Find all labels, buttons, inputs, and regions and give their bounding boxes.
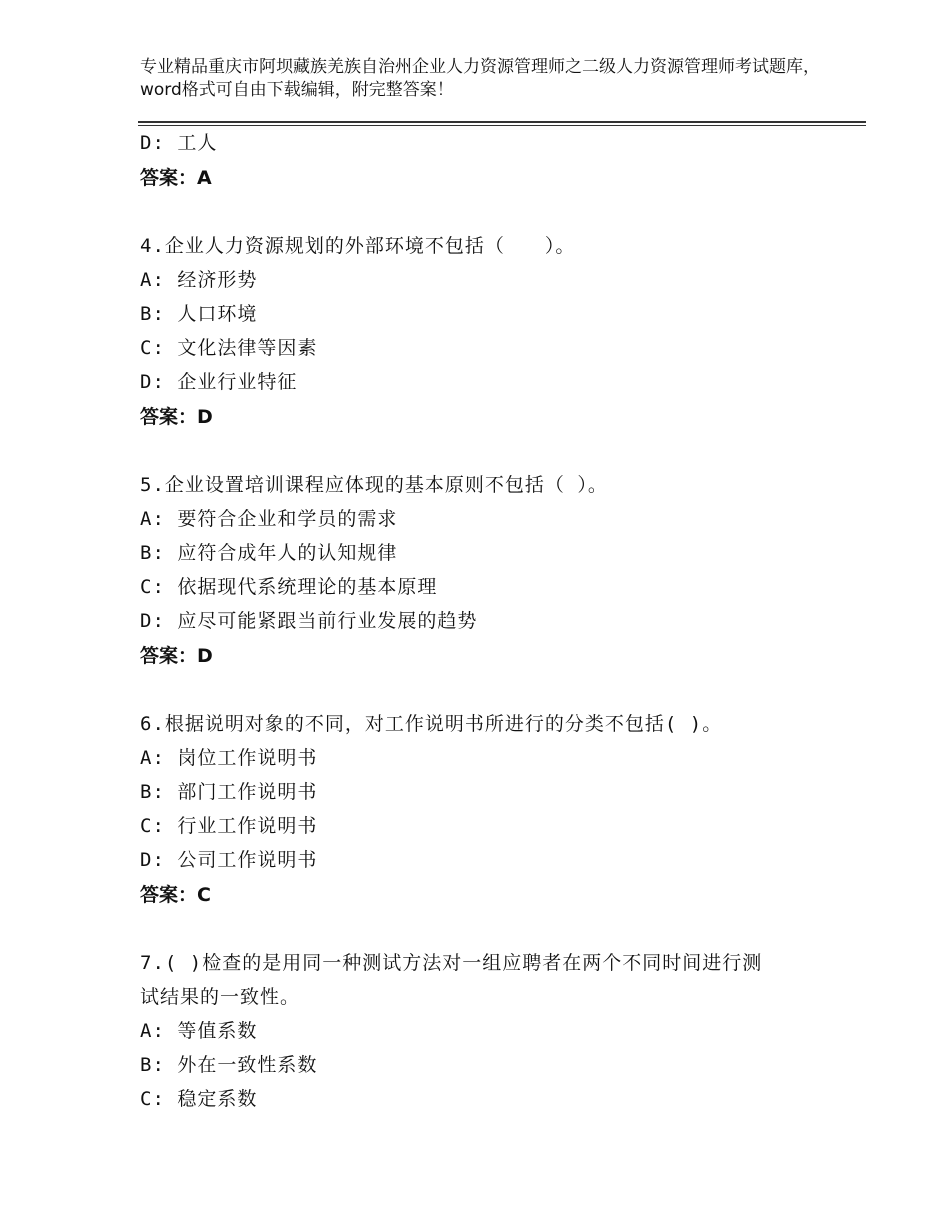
q6-answer: 答案：C bbox=[140, 884, 211, 906]
q6-option-c: C: 行业工作说明书 bbox=[140, 815, 318, 837]
q4-option-a: A: 经济形势 bbox=[140, 269, 258, 291]
q4-option-c: C: 文化法律等因素 bbox=[140, 337, 318, 359]
q5-stem: 5.企业设置培训课程应体现的基本原则不包括（ ）。 bbox=[140, 474, 608, 496]
q4-answer: 答案：D bbox=[140, 406, 213, 428]
q4-option-d: D: 企业行业特征 bbox=[140, 371, 298, 393]
q6-option-b: B: 部门工作说明书 bbox=[140, 781, 318, 803]
q5-option-b: B: 应符合成年人的认知规律 bbox=[140, 542, 398, 564]
document-header bbox=[140, 56, 840, 102]
q7-option-b: B: 外在一致性系数 bbox=[140, 1054, 318, 1076]
q5-option-d: D: 应尽可能紧跟当前行业发展的趋势 bbox=[140, 610, 478, 632]
q6-option-d: D: 公司工作说明书 bbox=[140, 849, 318, 871]
q3-option-d: D: 工人 bbox=[140, 132, 218, 154]
q6-option-a: A: 岗位工作说明书 bbox=[140, 747, 318, 769]
q4-stem: 4.企业人力资源规划的外部环境不包括（ ）。 bbox=[140, 235, 576, 257]
q7-option-a: A: 等值系数 bbox=[140, 1020, 258, 1042]
q7-option-c: C: 稳定系数 bbox=[140, 1088, 258, 1110]
header-divider-thick bbox=[138, 121, 866, 123]
q7-stem-line2: 试结果的一致性。 bbox=[140, 986, 301, 1008]
q4-option-b: B: 人口环境 bbox=[140, 303, 258, 325]
header-divider-thin bbox=[138, 125, 866, 126]
q6-stem: 6.根据说明对象的不同，对工作说明书所进行的分类不包括( )。 bbox=[140, 713, 723, 735]
q3-answer: 答案：A bbox=[140, 167, 212, 189]
q7-stem-line1: 7.( )检查的是用同一种测试方法对一组应聘者在两个不同时间进行测 bbox=[140, 952, 763, 974]
q5-option-c: C: 依据现代系统理论的基本原理 bbox=[140, 576, 438, 598]
q5-answer: 答案：D bbox=[140, 645, 213, 667]
header-title: 专业精品重庆市阿坝藏族羌族自治州企业人力资源管理师之二级人力资源管理师考试题库，word格式可自由下载编辑，附完整答案！ bbox=[140, 57, 820, 100]
q5-option-a: A: 要符合企业和学员的需求 bbox=[140, 508, 398, 530]
